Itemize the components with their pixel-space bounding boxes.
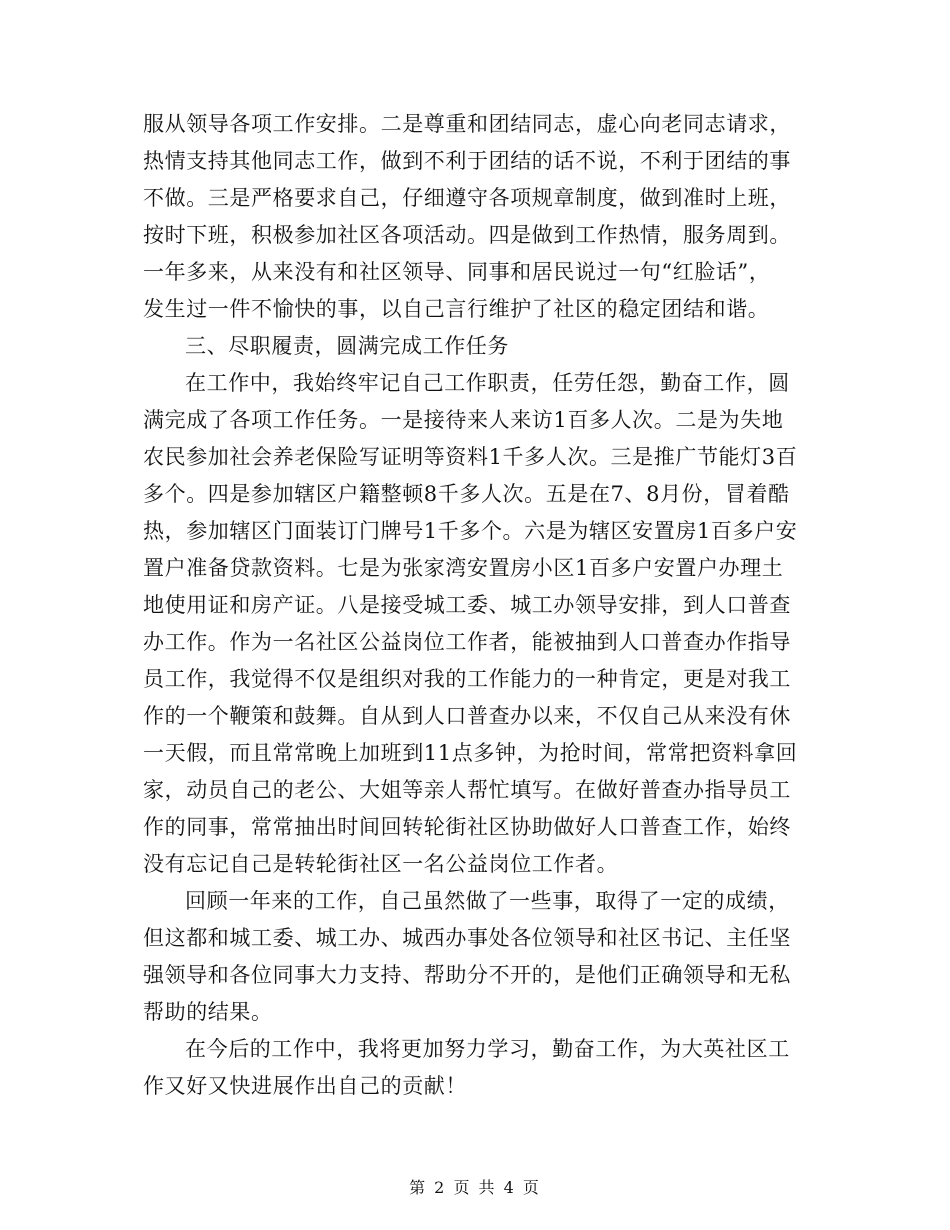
- text-line: 满完成了各项工作任务。一是接待来人来访1百多人次。二是为失地: [143, 408, 784, 432]
- text-line: 作又好又快进展作出自己的贡献！: [143, 1074, 467, 1098]
- text-line: 但这都和城工委、城工办、城西办事处各位领导和社区书记、主任坚: [143, 926, 791, 950]
- text-line: 多个。四是参加辖区户籍整顿8千多人次。五是在7、8月份，冒着酷: [143, 482, 790, 506]
- text-line: 办工作。作为一名社区公益岗位工作者，能被抽到人口普查办作指导: [143, 630, 791, 654]
- text-line: 发生过一件不愉快的事，以自己言行维护了社区的稳定团结和谐。: [143, 297, 770, 321]
- text-line: 热，参加辖区门面装订门牌号1千多个。六是为辖区安置房1百多户安: [143, 519, 798, 543]
- text-line: 在工作中，我始终牢记自己工作职责，任劳任怨，勤奋工作，圆: [185, 371, 790, 395]
- text-line: 作的同事，常常抽出时间回转轮街社区协助做好人口普查工作，始终: [143, 815, 791, 839]
- text-line: 三、尽职履责，圆满完成工作任务: [185, 334, 509, 358]
- text-line: 强领导和各位同事大力支持、帮助分不开的，是他们正确领导和无私: [143, 963, 791, 987]
- text-line: 帮助的结果。: [143, 1000, 273, 1024]
- text-line: 家，动员自己的老公、大姐等亲人帮忙填写。在做好普查办指导员工: [143, 778, 791, 802]
- text-line: 农民参加社会养老保险写证明等资料1千多人次。三是推广节能灯3百: [143, 445, 798, 469]
- document-body: [143, 106, 811, 1105]
- text-line: 没有忘记自己是转轮街社区一名公益岗位工作者。: [143, 852, 619, 876]
- text-line: 在今后的工作中，我将更加努力学习，勤奋工作，为大英社区工: [185, 1037, 790, 1061]
- page-number: 第 2 页 共 4 页: [409, 1178, 541, 1197]
- text-line: 一天假，而且常常晚上加班到11点多钟，为抢时间，常常把资料拿回: [143, 741, 798, 765]
- text-line: 回顾一年来的工作，自己虽然做了一些事，取得了一定的成绩，: [185, 889, 790, 913]
- text-line: 服从领导各项工作安排。二是尊重和团结同志，虚心向老同志请求，: [143, 112, 791, 136]
- text-line: 热情支持其他同志工作，做到不利于团结的话不说，不利于团结的事: [143, 149, 791, 173]
- text-line: 地使用证和房产证。八是接受城工委、城工办领导安排，到人口普查: [143, 593, 791, 617]
- text-line: 不做。三是严格要求自己，仔细遵守各项规章制度，做到准时上班，: [143, 186, 791, 210]
- text-line: 作的一个鞭策和鼓舞。自从到人口普查办以来，不仅自己从来没有休: [143, 704, 791, 728]
- text-line: 一年多来，从来没有和社区领导、同事和居民说过一句“红脸话”，: [143, 260, 771, 284]
- text-line: 员工作，我觉得不仅是组织对我的工作能力的一种肯定，更是对我工: [143, 667, 791, 691]
- text-line: 置户准备贷款资料。七是为张家湾安置房小区1百多户安置户办理土: [143, 556, 784, 580]
- text-line: 按时下班，积极参加社区各项活动。四是做到工作热情，服务周到。: [143, 223, 791, 247]
